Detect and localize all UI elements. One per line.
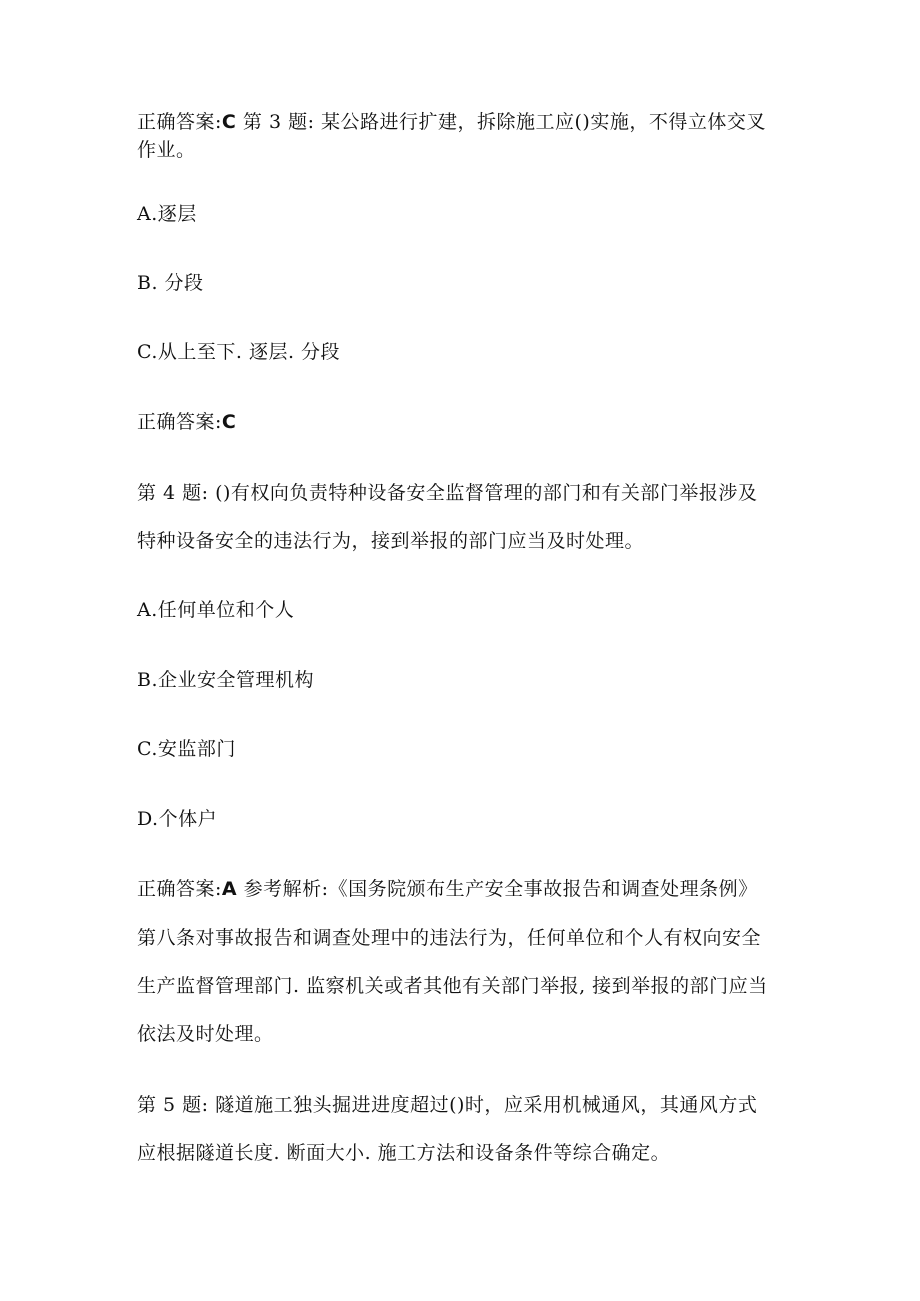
q5-title-line-2: 应根据隧道长度. 断面大小. 施工方法和设备条件等综合确定。 [137,1142,671,1164]
q4-answer-explanation-line-1 [137,877,758,901]
q3-title-line-2: 作业。 [137,139,196,161]
q3-option-a: A.逐层 [137,203,197,225]
q3-answer-label: 正确答案: [137,411,222,433]
q4-option-c: C.安监部门 [137,738,236,760]
q4-explanation-line-4: 依法及时处理。 [137,1023,274,1045]
previous-answer-label: 正确答案: [137,111,222,133]
q4-explanation-line-2: 第八条对事故报告和调查处理中的违法行为，任何单位和个人有权向安全 [137,927,762,949]
q4-explanation-text: 参考解析:《国务院颁布生产安全事故报告和调查处理条例》 [237,878,758,900]
q3-title-line-1 [137,110,766,134]
q4-option-d: D.个体户 [137,808,218,830]
q3-option-c: C.从上至下. 逐层. 分段 [137,341,341,363]
q4-answer-value: A [221,878,238,900]
q5-title-line-1: 第 5 题: 隧道施工独头掘进进度超过()时，应采用机械通风，其通风方式 [137,1094,758,1116]
q4-option-a: A.任何单位和个人 [137,599,295,621]
q3-answer [137,410,236,434]
q4-title-line-2: 特种设备安全的违法行为，接到举报的部门应当及时处理。 [137,530,645,552]
q4-option-b: B.企业安全管理机构 [137,669,315,691]
q4-title-line-1: 第 4 题: ()有权向负责特种设备安全监督管理的部门和有关部门举报涉及 [137,482,758,504]
q4-explanation-line-3: 生产监督管理部门. 监察机关或者其他有关部门举报, 接到举报的部门应当 [137,975,768,997]
q3-title-text: 第 3 题: 某公路进行扩建，拆除施工应()实施，不得立体交叉 [236,111,766,133]
previous-answer-value: C [221,111,237,133]
q3-option-b: B. 分段 [137,272,204,294]
q3-answer-value: C [221,411,237,433]
q4-answer-label: 正确答案: [137,878,222,900]
